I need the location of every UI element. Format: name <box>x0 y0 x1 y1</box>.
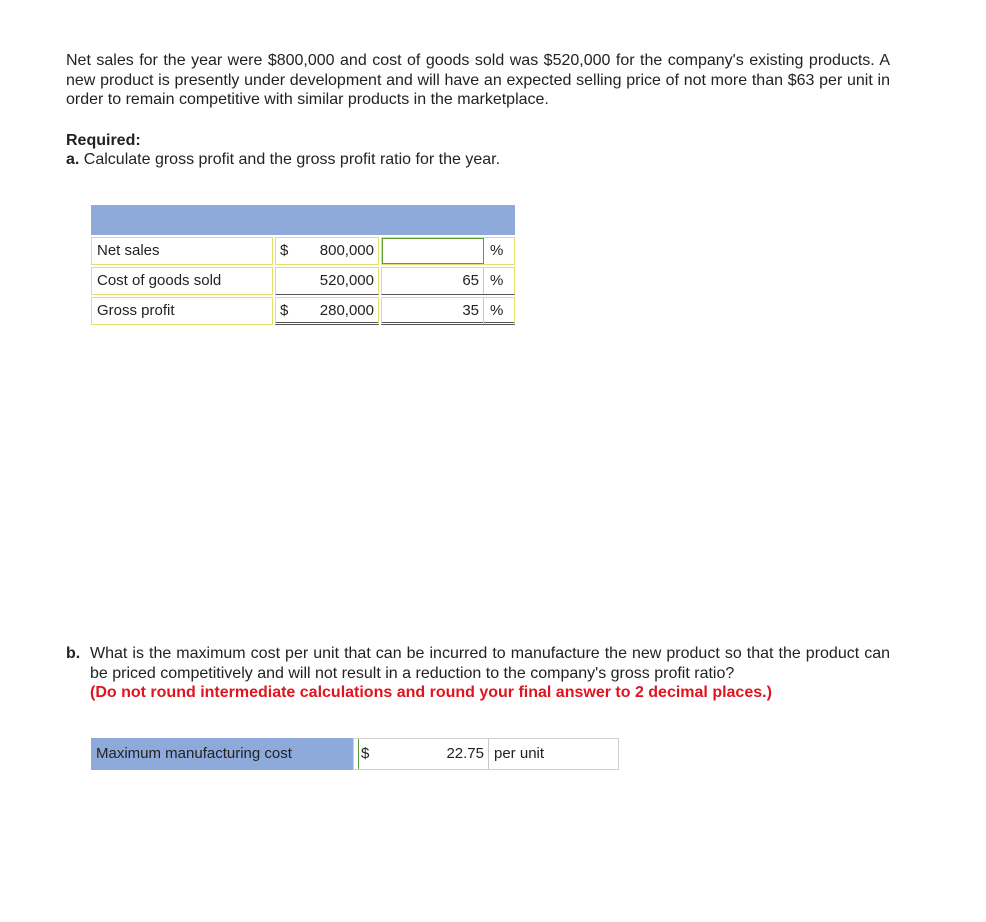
requirement-b <box>66 644 890 703</box>
unit-label: per unit <box>494 745 545 762</box>
requirement-a-label: a. <box>66 151 80 168</box>
net-sales-amount-input[interactable] <box>275 237 379 265</box>
problem-intro: Net sales for the year were $800,000 and cost of goods sold was $520,000 for the company's existing products. A new product is presently under development and will have an expected selling price of not more than $63 per unit in order to remain competitive with similar products in the marketplace. <box>66 52 890 108</box>
rounding-instruction: (Do not round intermediate calculations and round your final answer to 2 decimal places.) <box>90 684 772 701</box>
currency-symbol: $ <box>280 302 289 319</box>
max-cost-label: Maximum manufacturing cost <box>91 738 353 770</box>
row-label: Cost of goods sold <box>91 267 273 295</box>
amount-value: 800,000 <box>319 242 374 259</box>
amount-value: 520,000 <box>319 272 374 289</box>
max-cost-value: 22.75 <box>374 739 489 769</box>
requirement-b-label: b. <box>66 645 81 662</box>
table-row-gross-profit <box>91 297 515 327</box>
row-label: Net sales <box>91 237 273 265</box>
row-label: Gross profit <box>91 297 273 325</box>
currency-symbol: $ <box>358 739 369 769</box>
cogs-amount-input[interactable] <box>275 267 379 295</box>
cogs-pct-input[interactable]: 65 <box>382 268 484 294</box>
percent-sign: % <box>490 242 504 259</box>
requirement-a <box>66 151 500 169</box>
gross-profit-table <box>91 205 515 329</box>
table-row-cogs <box>91 267 515 297</box>
gross-profit-pct-input[interactable]: 35 <box>382 298 484 324</box>
requirement-b-text: What is the maximum cost per unit that can be incurred to manufacture the new product so that the product can be priced competitively and will not result in a reduction to the company's gross profit ratio? <box>90 645 890 682</box>
gross-profit-amount-input[interactable] <box>275 297 379 325</box>
required-heading: Required: <box>66 132 141 149</box>
net-sales-pct-input[interactable] <box>382 238 484 264</box>
requirement-a-text: Calculate gross profit and the gross profit ratio for the year. <box>83 151 501 168</box>
gross-profit-pct-cell <box>381 297 515 325</box>
table-row-net-sales <box>91 237 515 267</box>
amount-value: 280,000 <box>319 302 374 319</box>
table-header-bar <box>91 205 515 235</box>
percent-sign: % <box>490 302 504 319</box>
net-sales-pct-cell <box>381 237 515 265</box>
currency-symbol: $ <box>280 242 289 259</box>
max-cost-input[interactable] <box>353 738 619 770</box>
max-cost-table <box>91 738 619 770</box>
percent-sign: % <box>490 272 504 289</box>
cogs-pct-cell <box>381 267 515 295</box>
